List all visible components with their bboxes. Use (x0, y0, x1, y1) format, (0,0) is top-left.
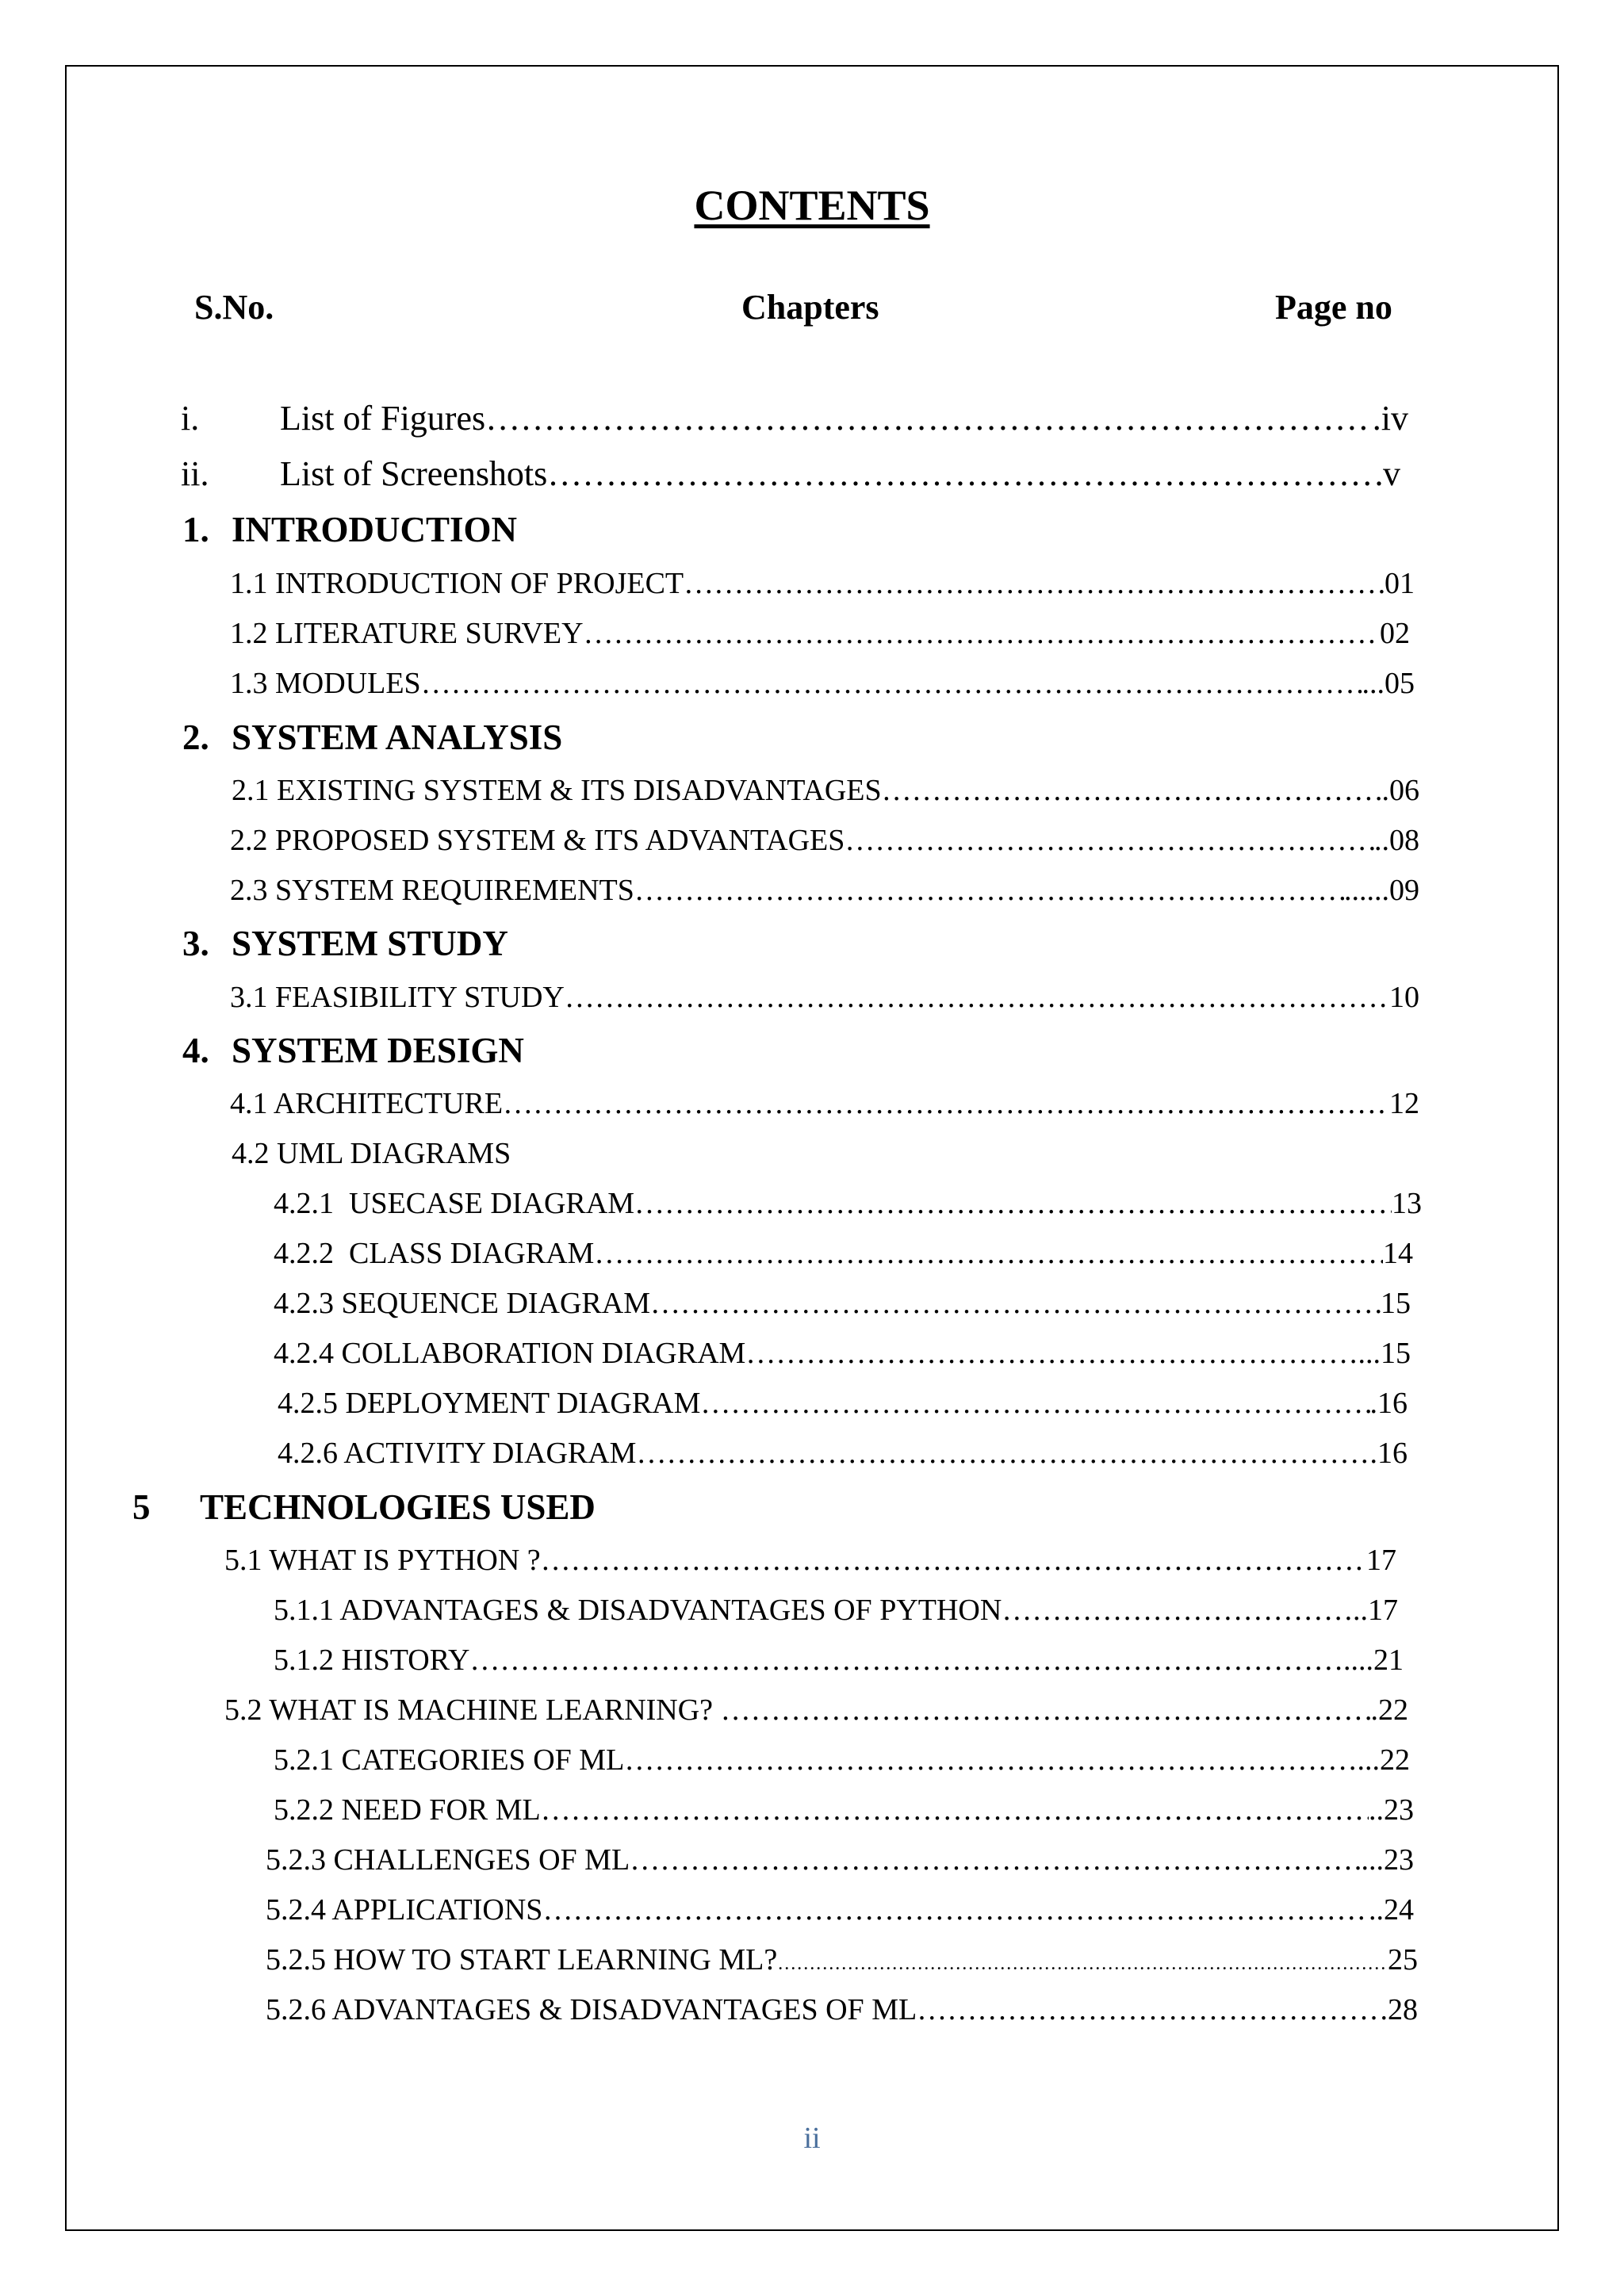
page-number: ii (803, 2122, 821, 2155)
entry-page: ...22 (1357, 1743, 1410, 1777)
entry-label: 4.2.6 ACTIVITY DIAGRAM (278, 1437, 637, 1470)
entry-page: .iv (1372, 399, 1408, 438)
dot-leader (882, 773, 1382, 808)
entry-page: ..17 (1353, 1594, 1398, 1627)
dot-leader (547, 453, 1383, 494)
entry-label: 4.2.1 USECASE DIAGRAM (274, 1187, 634, 1220)
chapter-heading-system-analysis[interactable] (182, 717, 562, 758)
toc-entry[interactable] (230, 823, 1419, 858)
chapter-number: 4. (182, 1031, 209, 1070)
toc-entry[interactable] (224, 1693, 1408, 1728)
entry-label: List of Figures (280, 399, 486, 438)
toc-entry[interactable] (230, 566, 1415, 601)
dot-leader (594, 1236, 1383, 1271)
toc-entry-uml-diagrams[interactable]: 4.2 UML DIAGRAMS (232, 1137, 511, 1170)
entry-label: 1.3 MODULES (230, 667, 421, 700)
entry-page: v (1383, 454, 1400, 493)
chapter-number: 2. (182, 718, 209, 757)
entry-page: 10 (1389, 981, 1419, 1014)
dot-leader (630, 1843, 1361, 1877)
entry-label: 5.1 WHAT IS PYTHON ? (224, 1544, 541, 1577)
chapter-title: SYSTEM ANALYSIS (232, 718, 563, 757)
toc-entry[interactable] (266, 1892, 1414, 1927)
entry-label: 2.3 SYSTEM REQUIREMENTS (230, 874, 634, 907)
entry-label: 2.1 EXISTING SYSTEM & ITS DISADVANTAGES (232, 774, 882, 807)
toc-entry[interactable] (274, 1643, 1404, 1678)
entry-number: ii. (181, 454, 209, 493)
entry-label: List of Screenshots (280, 454, 548, 493)
entry-page: ..23 (1369, 1793, 1414, 1827)
dot-leader (684, 566, 1385, 601)
entry-label: 5.2.4 APPLICATIONS (266, 1893, 543, 1927)
page-title: CONTENTS (694, 182, 930, 229)
dot-leader (421, 666, 1362, 701)
dot-leader (636, 1436, 1369, 1471)
dot-leader (565, 980, 1389, 1015)
entry-number: i. (181, 399, 200, 438)
entry-page: 14 (1383, 1237, 1413, 1270)
dot-leader (917, 1992, 1388, 2027)
entry-label: 5.2.2 NEED FOR ML (274, 1793, 541, 1827)
entry-label: 4.2.4 COLLABORATION DIAGRAM (274, 1337, 746, 1370)
dot-leader (584, 616, 1380, 651)
toc-entry[interactable] (230, 1086, 1419, 1121)
entry-label: 5.1.2 HISTORY (274, 1644, 470, 1677)
entry-label: 3.1 FEASIBILITY STUDY (230, 981, 565, 1014)
entry-page: 17 (1366, 1544, 1396, 1577)
toc-entry[interactable] (230, 616, 1410, 651)
toc-entry[interactable] (266, 1942, 1418, 1977)
toc-entry[interactable] (274, 1286, 1411, 1321)
chapter-number: 5 (132, 1487, 151, 1527)
column-header-page-no: Page no (1275, 288, 1392, 327)
dot-leader (721, 1693, 1371, 1728)
dot-leader (777, 1954, 1388, 1975)
toc-entry[interactable] (274, 1336, 1411, 1371)
entry-page: 28 (1388, 1993, 1418, 2026)
entry-page: .06 (1381, 774, 1419, 807)
entry-page: 15 (1381, 1287, 1411, 1320)
toc-entry[interactable] (278, 1386, 1408, 1421)
entry-label: 1.1 INTRODUCTION OF PROJECT (230, 567, 684, 600)
toc-entry[interactable] (274, 1593, 1398, 1628)
entry-label: 4.2.5 DEPLOYMENT DIAGRAM (278, 1387, 701, 1420)
entry-page: ...05 (1362, 667, 1415, 700)
dot-leader (634, 1186, 1392, 1221)
dot-leader (542, 1892, 1369, 1927)
dot-leader (634, 873, 1344, 908)
chapter-heading-introduction[interactable] (182, 509, 517, 550)
entry-page: 13 (1392, 1187, 1422, 1220)
entry-label: 5.2.5 HOW TO START LEARNING ML? (266, 1943, 778, 1976)
column-header-chapters: Chapters (741, 288, 879, 327)
entry-label: 2.2 PROPOSED SYSTEM & ITS ADVANTAGES (230, 824, 845, 857)
dot-leader (485, 398, 1373, 438)
entry-page: .16 (1369, 1437, 1408, 1470)
entry-label: 5.2 WHAT IS MACHINE LEARNING? (224, 1693, 721, 1727)
toc-entry[interactable] (274, 1793, 1414, 1827)
toc-entry[interactable] (266, 1843, 1414, 1877)
dot-leader (624, 1743, 1357, 1777)
entry-label: 4.1 ARCHITECTURE (230, 1087, 504, 1120)
dot-leader (503, 1086, 1389, 1121)
chapter-heading-system-design[interactable] (182, 1030, 524, 1071)
toc-entry[interactable] (274, 1186, 1422, 1221)
chapter-title: INTRODUCTION (232, 510, 518, 549)
chapter-title: SYSTEM STUDY (232, 924, 508, 963)
dot-leader (1002, 1593, 1353, 1628)
entry-page: ....21 (1343, 1644, 1404, 1677)
entry-label: 4.2.2 CLASS DIAGRAM (274, 1237, 595, 1270)
entry-page: 02 (1380, 617, 1410, 650)
entry-page: 12 (1389, 1087, 1419, 1120)
toc-entry[interactable] (230, 873, 1419, 908)
toc-entry[interactable] (232, 773, 1419, 808)
entry-page: ..24 (1369, 1893, 1414, 1927)
toc-entry[interactable] (224, 1543, 1396, 1578)
dot-leader (469, 1643, 1343, 1678)
entry-page: ..08 (1374, 824, 1419, 857)
dot-leader (700, 1386, 1369, 1421)
entry-label: 5.2.6 ADVANTAGES & DISADVANTAGES OF ML (266, 1993, 917, 2026)
entry-page: ...15 (1358, 1337, 1411, 1370)
column-header-sno: S.No. (194, 288, 274, 327)
entry-label: 5.2.3 CHALLENGES OF ML (266, 1843, 630, 1877)
chapter-heading-technologies-used[interactable] (132, 1487, 596, 1528)
entry-label: 1.2 LITERATURE SURVEY (230, 617, 584, 650)
dot-leader (541, 1543, 1366, 1578)
dot-leader (845, 823, 1374, 858)
entry-label: 5.2.1 CATEGORIES OF ML (274, 1743, 625, 1777)
entry-page: ......09 (1344, 874, 1419, 907)
chapter-title: TECHNOLOGIES USED (200, 1487, 596, 1527)
toc-entry[interactable] (274, 1743, 1410, 1777)
chapter-heading-system-study[interactable] (182, 923, 508, 964)
chapter-number: 1. (182, 510, 209, 549)
toc-entry-list-of-screenshots[interactable] (181, 453, 1400, 494)
entry-label: 5.1.1 ADVANTAGES & DISADVANTAGES OF PYTHON (274, 1594, 1002, 1627)
toc-entry[interactable] (230, 666, 1415, 701)
toc-entry[interactable] (278, 1436, 1408, 1471)
toc-entry[interactable] (230, 980, 1419, 1015)
entry-page: ...23 (1361, 1843, 1414, 1877)
dot-leader (745, 1336, 1358, 1371)
entry-page: 01 (1385, 567, 1415, 600)
dot-leader (650, 1286, 1381, 1321)
chapter-title: SYSTEM DESIGN (232, 1031, 524, 1070)
chapter-number: 3. (182, 924, 209, 963)
entry-page: .16 (1369, 1387, 1408, 1420)
entry-page: .22 (1370, 1693, 1408, 1727)
entry-label: 4.2.3 SEQUENCE DIAGRAM (274, 1287, 650, 1320)
dot-leader (541, 1793, 1369, 1827)
toc-entry-list-of-figures[interactable] (181, 398, 1408, 438)
toc-entry[interactable] (266, 1992, 1418, 2027)
toc-entry[interactable] (274, 1236, 1413, 1271)
entry-page: 25 (1388, 1943, 1418, 1976)
